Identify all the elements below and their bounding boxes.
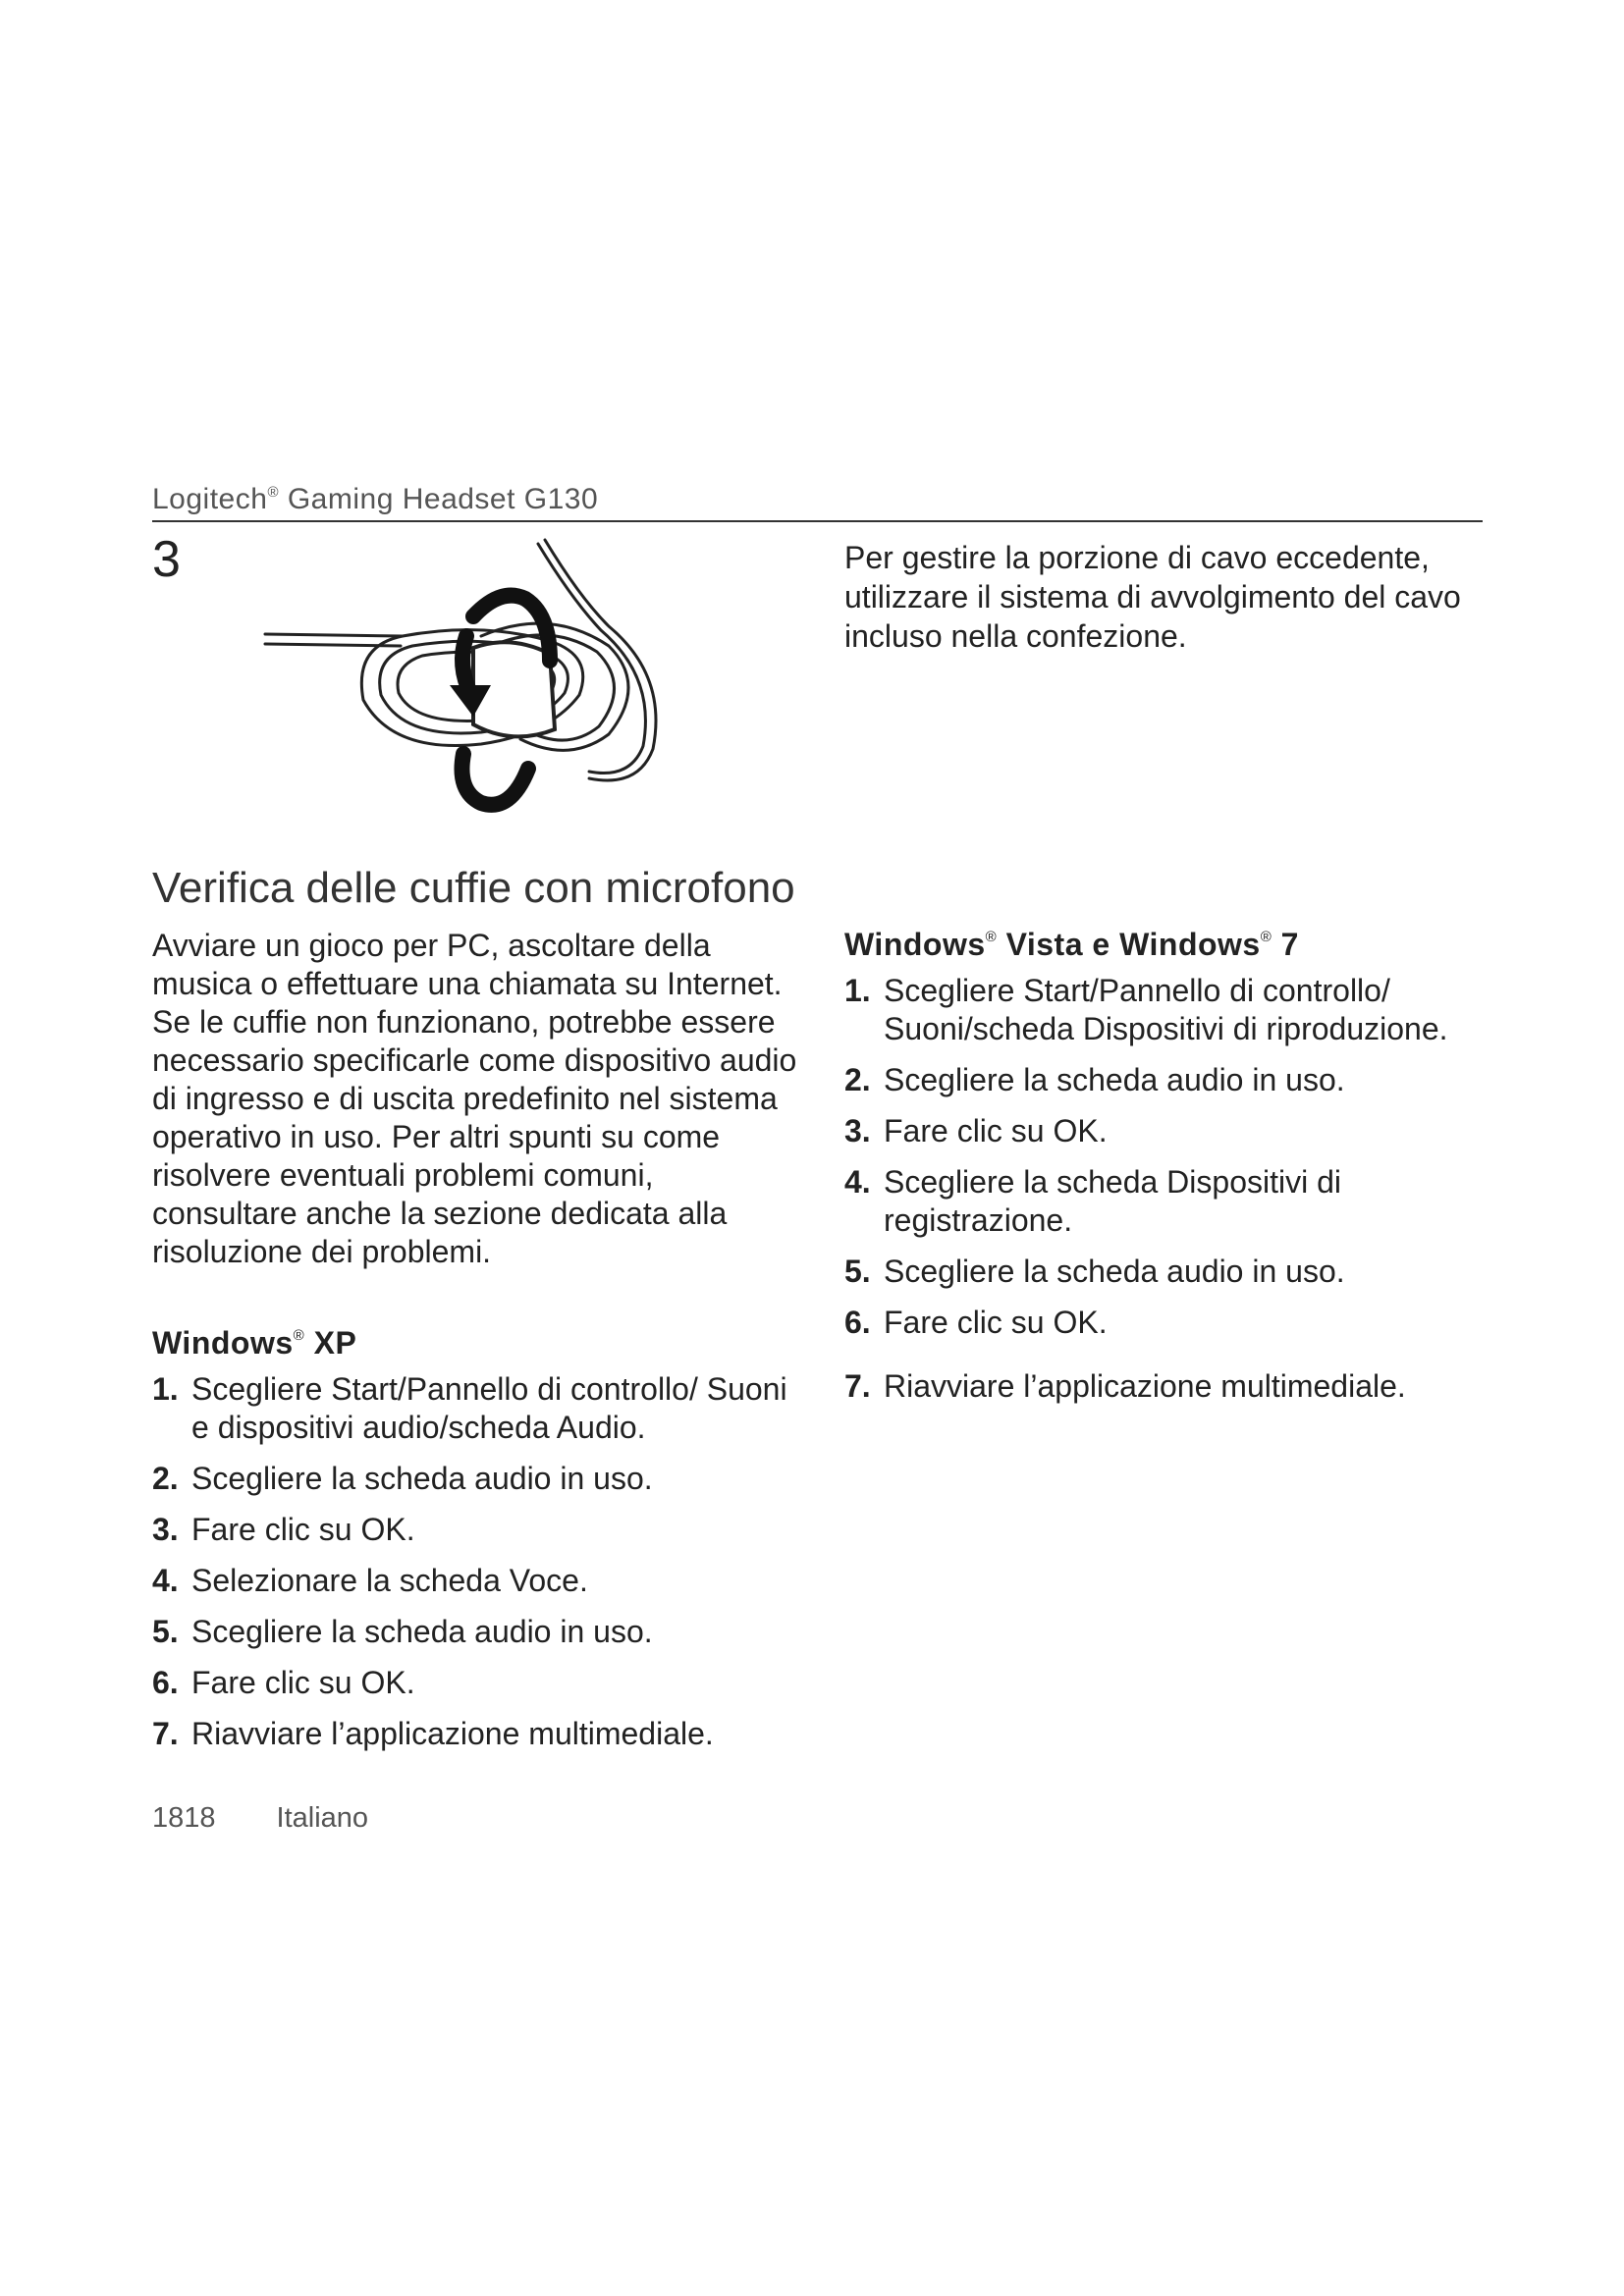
step-text: Fare clic su OK. [191, 1512, 415, 1547]
list-item [844, 1061, 1492, 1099]
step-marker: 4. [844, 1164, 871, 1200]
vista-heading-c: 7 [1272, 927, 1299, 962]
step-marker: 6. [844, 1305, 871, 1340]
list-item [844, 1253, 1492, 1291]
step-text: Fare clic su OK. [884, 1113, 1108, 1148]
section-title: Verifica delle cuffie con microfono [152, 864, 795, 912]
vista-heading-reg1: ® [985, 929, 998, 945]
header-registered: ® [267, 484, 279, 501]
step-marker: 6. [152, 1665, 179, 1700]
step-number: 3 [152, 531, 181, 588]
step-marker: 3. [844, 1113, 871, 1148]
list-item [152, 1511, 800, 1549]
list-item [152, 1715, 800, 1753]
step-3-text: Per gestire la porzione di cavo eccedente, utilizzare il sistema di avvolgimento del cavo incluso nella confezione. [844, 540, 1461, 654]
cable-wrap-illustration [255, 538, 687, 823]
xp-heading-reg: ® [293, 1327, 305, 1344]
step-text: Selezionare la scheda Voce. [191, 1563, 588, 1598]
step-marker: 5. [844, 1254, 871, 1289]
step-marker: 2. [152, 1461, 179, 1496]
step-marker: 4. [152, 1563, 179, 1598]
step-marker: 1. [844, 973, 871, 1008]
step-marker: 2. [844, 1062, 871, 1097]
list-item [152, 1370, 800, 1447]
vista-heading-reg2: ® [1260, 929, 1272, 945]
step-text: Scegliere Start/Pannello di controllo/ Suoni/scheda Dispositivi di riproduzione. [884, 973, 1448, 1046]
list-item [844, 1112, 1492, 1150]
windows-xp-steps [152, 1370, 800, 1766]
step-marker: 1. [152, 1371, 179, 1407]
step-text: Scegliere la scheda audio in uso. [191, 1614, 653, 1649]
step-text: Scegliere la scheda audio in uso. [884, 1062, 1345, 1097]
vista-heading-b: Vista e Windows [997, 927, 1261, 962]
step-marker: 7. [152, 1716, 179, 1751]
list-item [844, 972, 1492, 1048]
list-item [844, 1367, 1492, 1406]
footer-language: Italiano [276, 1802, 369, 1834]
header-product-suffix: Gaming Headset G130 [279, 483, 599, 515]
vista-heading-a: Windows [844, 927, 986, 962]
step-text: Fare clic su OK. [191, 1665, 415, 1700]
step-text: Scegliere la scheda Dispositivi di registrazione. [884, 1164, 1341, 1238]
intro-paragraph: Avviare un gioco per PC, ascoltare della musica o effettuare una chiamata su Internet. Se le cuffie non funzionano, potrebbe essere necessario specificarle come dispositivo audio di ingresso e di uscita predefinito nel sistema operativo in uso. Per altri spunti su come risolvere eventuali problemi comuni, consultare anche la sezione dedicata alla risoluzione dei problemi. [152, 928, 797, 1269]
windows-xp-heading [152, 1325, 356, 1362]
step-text: Scegliere la scheda audio in uso. [884, 1254, 1345, 1289]
step-text: Riavviare l’applicazione multimediale. [191, 1716, 714, 1751]
step-marker: 7. [844, 1368, 871, 1404]
list-item [844, 1163, 1492, 1240]
step-text: Fare clic su OK. [884, 1305, 1108, 1340]
step-text: Riavviare l’applicazione multimediale. [884, 1368, 1406, 1404]
header-product-prefix: Logitech [152, 483, 268, 515]
xp-heading-a: Windows [152, 1325, 294, 1361]
page-number: 1818 [152, 1802, 216, 1834]
step-marker: 5. [152, 1614, 179, 1649]
step-text: Scegliere Start/Pannello di controllo/ Suoni e dispositivi audio/scheda Audio. [191, 1371, 787, 1445]
xp-heading-b: XP [304, 1325, 357, 1361]
list-item [152, 1613, 800, 1651]
list-item [152, 1460, 800, 1498]
running-header [152, 483, 1483, 522]
step-text: Scegliere la scheda audio in uso. [191, 1461, 653, 1496]
list-item [152, 1562, 800, 1600]
windows-vista-7-steps [844, 972, 1492, 1418]
page-footer [152, 1802, 368, 1835]
windows-vista-7-heading [844, 927, 1299, 963]
list-item [152, 1664, 800, 1702]
step-marker: 3. [152, 1512, 179, 1547]
list-item [844, 1304, 1492, 1342]
